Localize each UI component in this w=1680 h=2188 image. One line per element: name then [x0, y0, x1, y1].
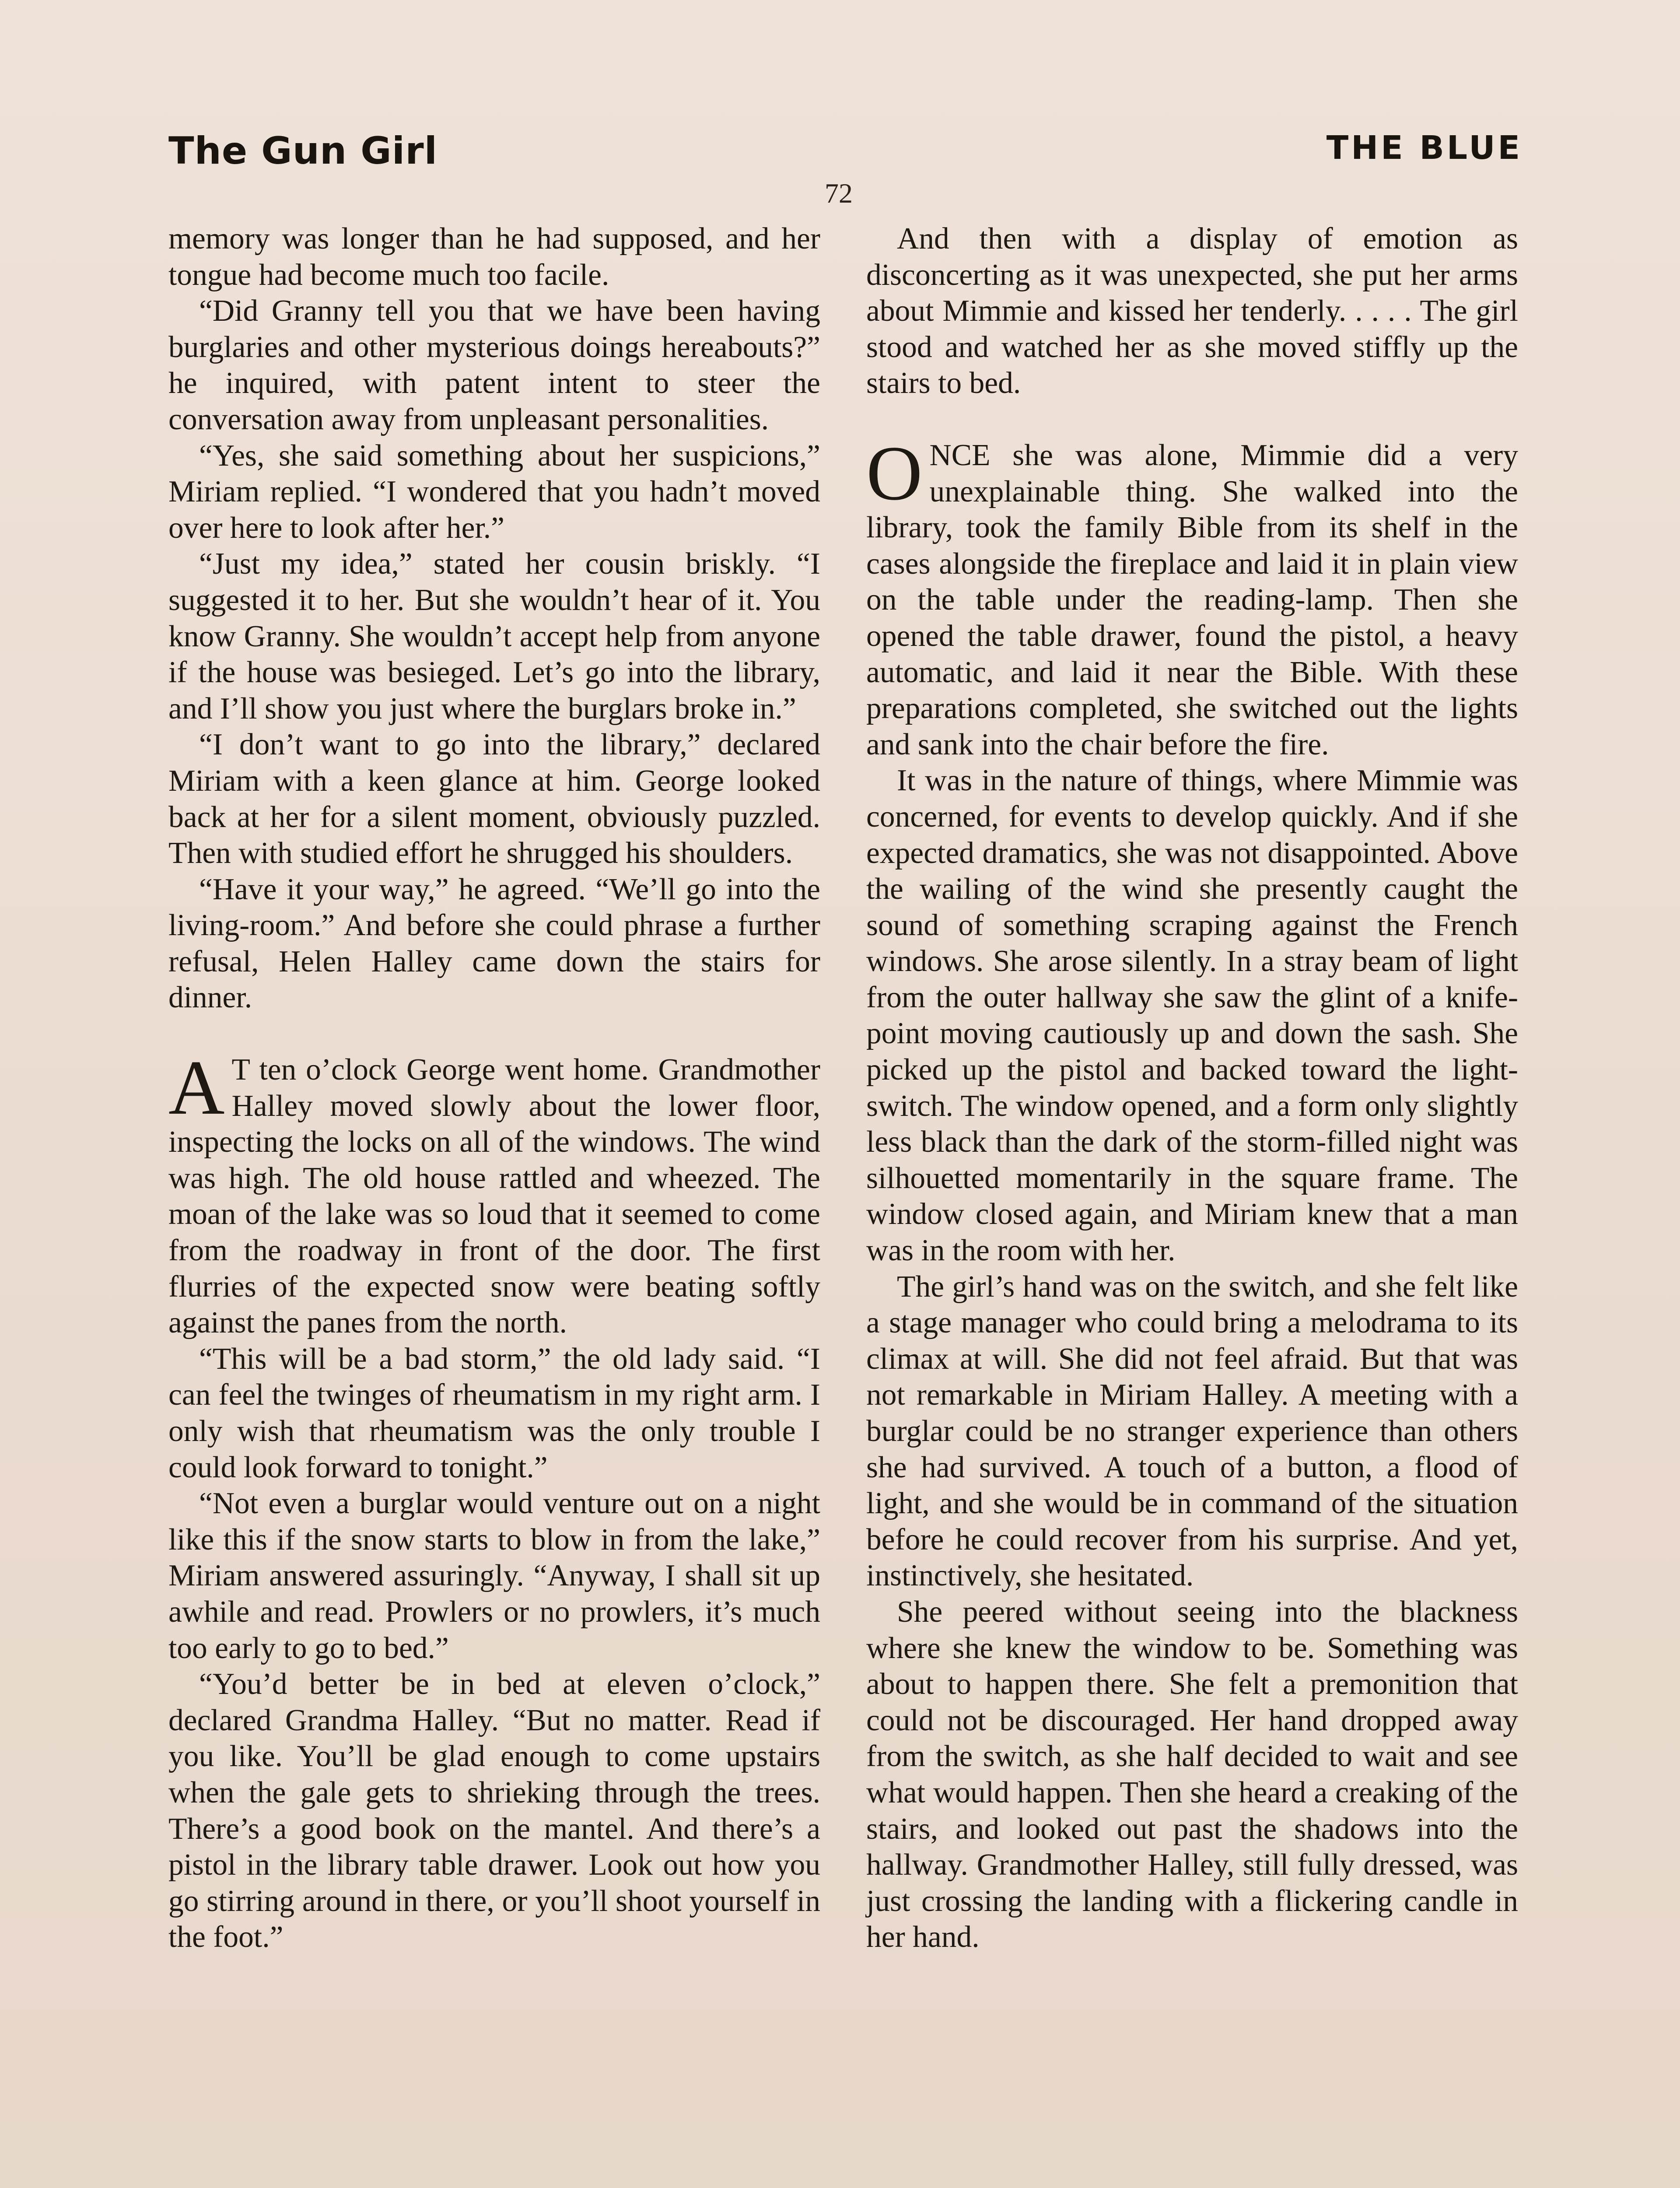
- section-first-text: T ten o’clock George went home. Grandmother Halley moved slowly about the lower floor, inspecting the locks on all of the windows. The wind was high. The old house rattled and wheezed. The moan of the lake was so loud that it seemed to come from the roadway in front of the door. The first flurries of the expected snow were beating softly against the panes from the north.: [168, 1053, 820, 1340]
- paragraph: “I don’t want to go into the library,” declared Miriam with a keen glance at him. George looked back at her for a silent moment, obviously puzzled. Then with studied effort he shrugged his shoulders.: [168, 728, 820, 870]
- drop-cap: O: [866, 429, 923, 516]
- paragraph: The girl’s hand was on the switch, and she felt like a stage manager who could bring a melodrama to its climax at will. She did not feel afraid. But that was not remarkable in Miriam Halley. A meeting with a burglar could be no stranger experience than others she had survived. A touch of a button, a flood of light, and she would be in command of the situation before he could recover from his surprise. And yet, instinctively, she hesitated.: [866, 1269, 1518, 1593]
- paragraph: And then with a display of emotion as disconcerting as it was unexpected, she put her arms about Mimmie and kissed her tenderly. . . . . The girl stood and watched her as she moved stiffly up the stairs to bed.: [866, 222, 1518, 400]
- paragraph: “Yes, she said something about her suspicions,” Miriam replied. “I wondered that you hadn’t moved over here to look after her.”: [168, 438, 820, 545]
- right-column: [866, 221, 1518, 1956]
- paragraph: “Did Granny tell you that we have been having burglaries and other mysterious doings hereabouts?” he inquired, with patent intent to steer the conversation away from unpleasant personalities.: [168, 294, 820, 436]
- paragraph: “Not even a burglar would venture out on a night like this if the snow starts to blow in from the lake,” Miriam answered assuringly. “Anyway, I shall sit up awhile and read. Prowlers or no prowlers, it’s much too early to go to bed.”: [168, 1487, 820, 1665]
- left-column: [168, 221, 820, 1956]
- magazine-name: THE BLUE: [1326, 129, 1522, 167]
- paragraph: “Just my idea,” stated her cousin briskly. “I suggested it to her. But she wouldn’t hear of it. You know Granny. She wouldn’t accept help from anyone if the house was besieged. Let’s go into the library, and I’ll show you just where the burglars broke in.”: [168, 547, 820, 726]
- section-start-paragraph: [866, 429, 1518, 763]
- paragraph: “Have it your way,” he agreed. “We’ll go into the living-room.” And before she could phrase a further refusal, Helen Halley came down the stairs for dinner.: [168, 872, 820, 1015]
- drop-cap: A: [168, 1044, 225, 1131]
- running-title: The Gun Girl: [168, 129, 438, 173]
- page-number: 72: [825, 178, 853, 209]
- section-first-text: NCE she was alone, Mimmie did a very unexplainable thing. She walked into the library, took the family Bible from its shelf in the cases alongside the fireplace and laid it in plain view on the table under the reading-lamp. Then she opened the table drawer, found the pistol, a heavy automatic, and laid it near the Bible. With these preparations completed, she switched out the lights and sank into the chair before the fire.: [866, 438, 1518, 761]
- section-start-paragraph: [168, 1044, 820, 1341]
- paragraph: “You’d better be in bed at eleven o’clock,” declared Grandma Halley. “But no matter. Read if you like. You’ll be glad enough to come upstairs when the gale gets to shrieking through the trees. There’s a good book on the mantel. And there’s a pistol in the library table drawer. Look out how you go stirring around in there, or you’ll shoot yourself in the foot.”: [168, 1667, 820, 1954]
- paragraph: It was in the nature of things, where Mimmie was concerned, for events to develop quickly. And if she expected dramatics, she was not disappointed. Above the wailing of the wind she presently caught the sound of something scraping against the French windows. She arose silently. In a stray beam of light from the outer hallway she saw the glint of a knife-point moving cautiously up and down the sash. She picked up the pistol and backed toward the light-switch. The window opened, and a form only slightly less black than the dark of the storm-filled night was silhouetted momentarily in the square frame. The window closed again, and Miriam knew that a man was in the room with her.: [866, 764, 1518, 1268]
- paragraph: “This will be a bad storm,” the old lady said. “I can feel the twinges of rheumatism in my right arm. I only wish that rheumatism was the only trouble I could look forward to tonight.”: [168, 1342, 820, 1484]
- paragraph: memory was longer than he had supposed, and her tongue had become much too facile.: [168, 222, 820, 292]
- paragraph: She peered without seeing into the blackness where she knew the window to be. Something was about to happen there. She felt a premonition that could not be discouraged. Her hand dropped away from the switch, as she half decided to wait and see what would happen. Then she heard a creaking of the stairs, and looked out past the shadows into the hallway. Grandmother Halley, still fully dressed, was just crossing the landing with a flickering candle in her hand.: [866, 1595, 1518, 1954]
